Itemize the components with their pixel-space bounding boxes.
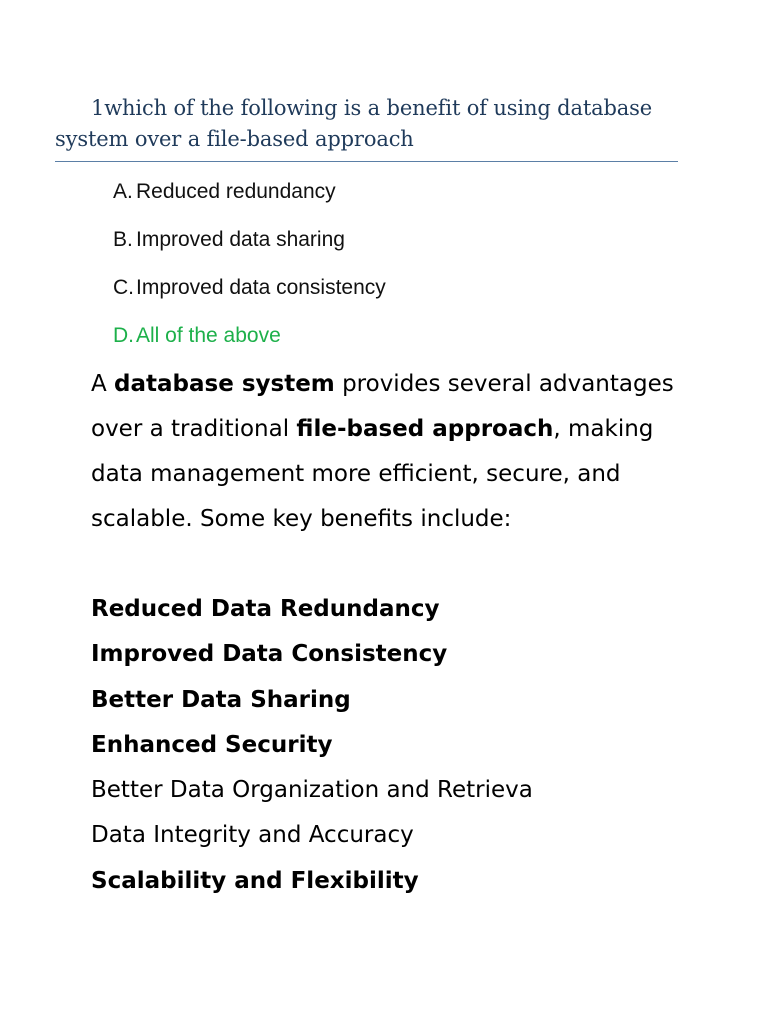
question-text: 1which of the following is a benefit of using database system over a file-based approach bbox=[55, 96, 653, 151]
benefit-item: Enhanced Security bbox=[91, 731, 333, 758]
benefit-item: Better Data Organization and Retrieva bbox=[91, 777, 533, 804]
option-letter: A. bbox=[113, 180, 133, 203]
option-letter: B. bbox=[113, 228, 133, 251]
benefit-item: Reduced Data Redundancy bbox=[91, 596, 440, 622]
benefit-item: Improved Data Consistency bbox=[91, 641, 448, 668]
benefit-item: Data Integrity and Accuracy bbox=[91, 822, 414, 849]
option-text: Reduced redundancy bbox=[136, 180, 336, 203]
option-c bbox=[113, 276, 386, 324]
option-text: Improved data consistency bbox=[136, 276, 386, 299]
explanation-term: file-based approach bbox=[296, 416, 554, 442]
explanation-text: , making data management more efficient, secure, and scalable. Some key benefits include: bbox=[91, 416, 654, 532]
explanation-paragraph bbox=[91, 362, 691, 542]
benefits-list bbox=[91, 587, 533, 904]
option-a bbox=[113, 180, 386, 228]
benefit-item: Scalability and Flexibility bbox=[91, 867, 419, 894]
option-text: All of the above bbox=[136, 324, 281, 347]
option-b bbox=[113, 228, 386, 276]
option-letter: C. bbox=[113, 276, 134, 299]
option-text: Improved data sharing bbox=[136, 228, 345, 251]
answer-options bbox=[113, 180, 386, 372]
explanation-text: A bbox=[91, 371, 115, 397]
explanation-term: database system bbox=[114, 371, 335, 397]
question-heading bbox=[55, 93, 678, 162]
option-letter: D. bbox=[113, 324, 134, 347]
explanation-text: provides several advantages over a traditional bbox=[91, 371, 674, 442]
benefit-item: Better Data Sharing bbox=[91, 686, 351, 713]
